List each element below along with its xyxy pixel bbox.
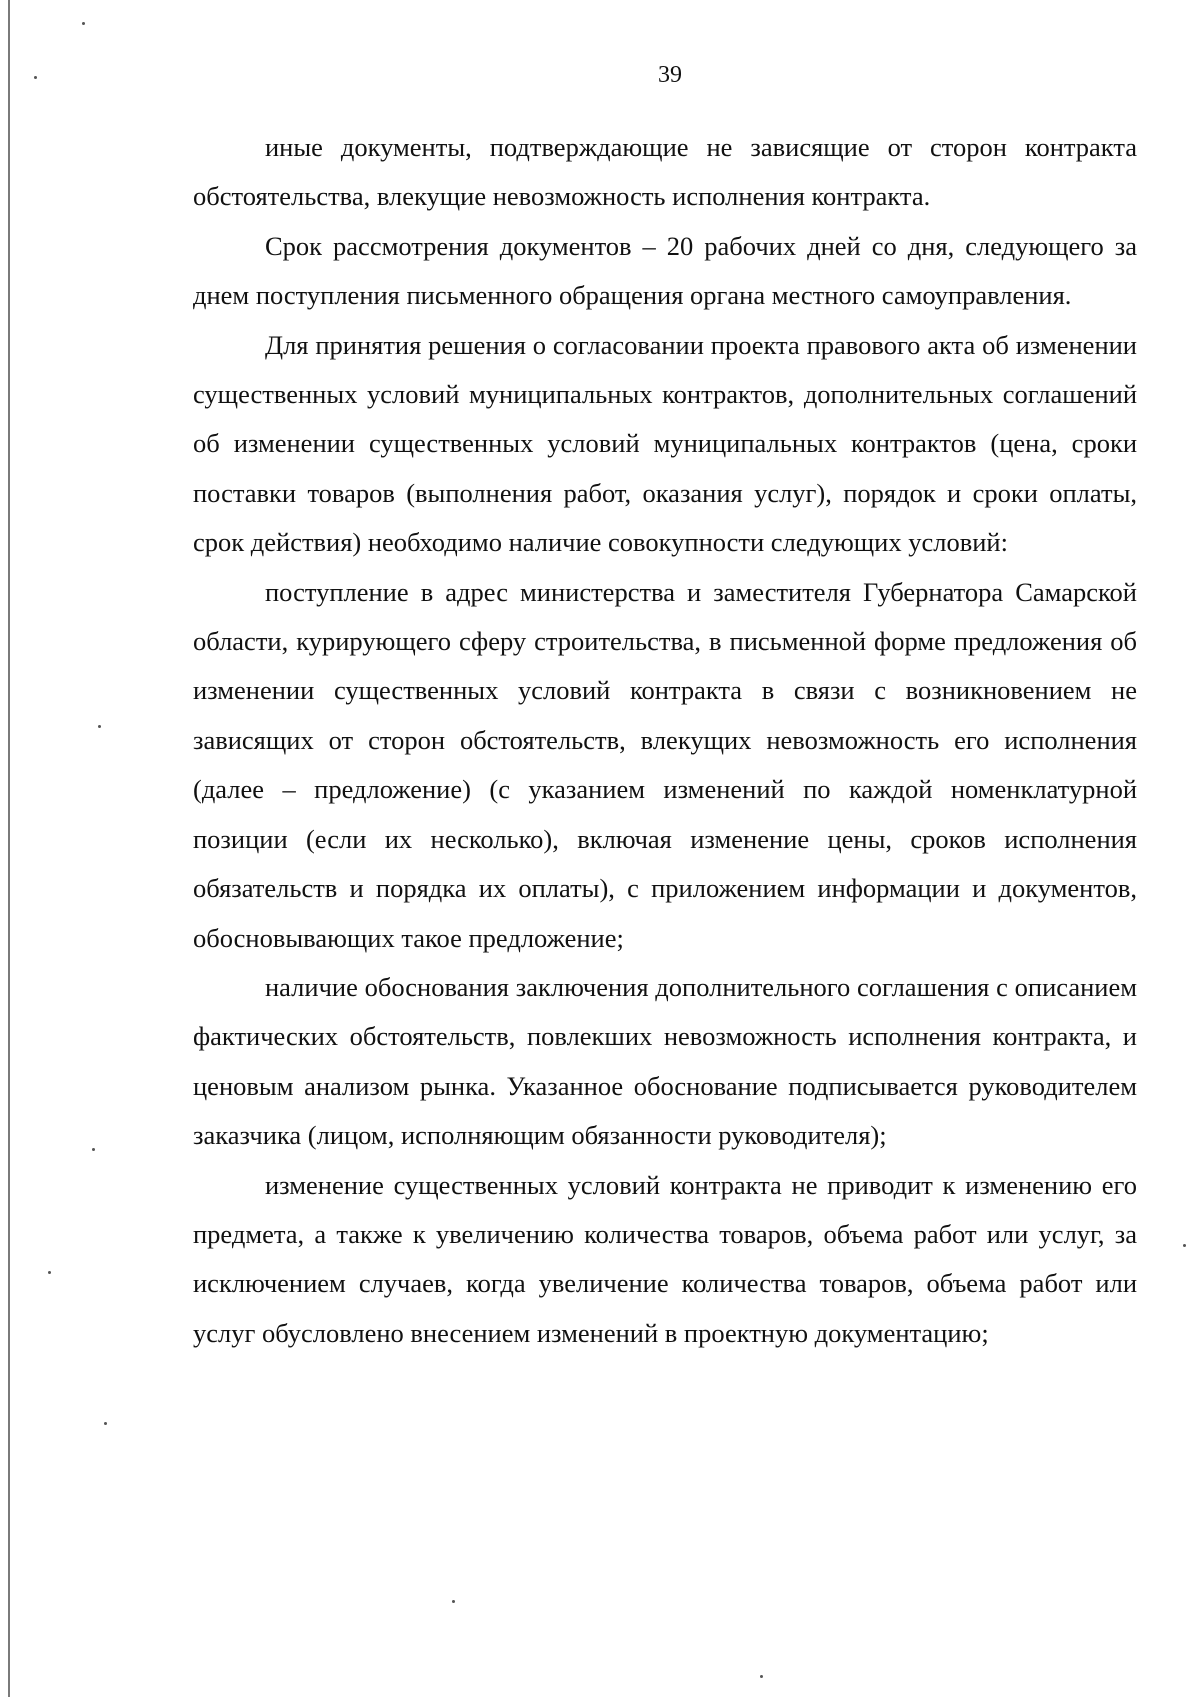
paragraph-condition-proposal: поступление в адрес министерства и заместителя Губернатора Самарской области, курирующего сферу строительства, в письменной форме предложения об изменении существенных условий контракта в связи с возникновением не зависящих от сторон обстоятельств, влекущих невозможность его исполнения (далее – предложение) (с указанием изменений по каждой номенклатурной позиции (если их несколько), включая изменение цены, сроков исполнения обязательств и порядка их оплаты), с приложением информации и документов, обосновывающих такое предложение; [193,576,1137,953]
document-body [193,123,1137,1358]
paragraph-condition-subject-unchanged: изменение существенных условий контракта не приводит к изменению его предмета, а также к увеличению количества товаров, объема работ или услуг, за исключением случаев, когда увеличение количества товаров, объема работ или услуг обусловлено внесением изменений в проектную документацию; [193,1169,1137,1348]
scan-speck [452,1600,455,1603]
scan-speck [104,1422,107,1425]
scan-speck [1183,1244,1186,1247]
scan-speck [48,1271,51,1274]
scan-speck [98,725,101,728]
scan-edge-line [8,0,10,1697]
scan-speck [92,1148,95,1151]
scan-speck [760,1675,763,1678]
scan-speck [82,22,85,25]
paragraph-supporting-documents: иные документы, подтверждающие не зависящие от сторон контракта обстоятельства, влекущие невозможность исполнения контракта. [193,132,1137,212]
paragraph-condition-justification: наличие обоснования заключения дополнительного соглашения с описанием фактических обстоятельств, повлекших невозможность исполнения контракта, и ценовым анализом рынка. Указанное обоснование подписывается руководителем заказчика (лицом, исполняющим обязанности руководителя); [193,971,1137,1151]
paragraph-review-period: Срок рассмотрения документов – 20 рабочих дней со дня, следующего за днем поступления письменного обращения органа местного самоуправления. [193,230,1137,311]
paragraph-approval-conditions: Для принятия решения о согласовании проекта правового акта об изменении существенных условий муниципальных контрактов, дополнительных соглашений об изменении существенных условий муниципальных контрактов (цена, сроки поставки товаров (выполнения работ, оказания услуг), порядок и сроки оплаты, срок действия) необходимо наличие совокупности следующих условий: [193,329,1137,558]
page-number: 39 [658,62,682,88]
